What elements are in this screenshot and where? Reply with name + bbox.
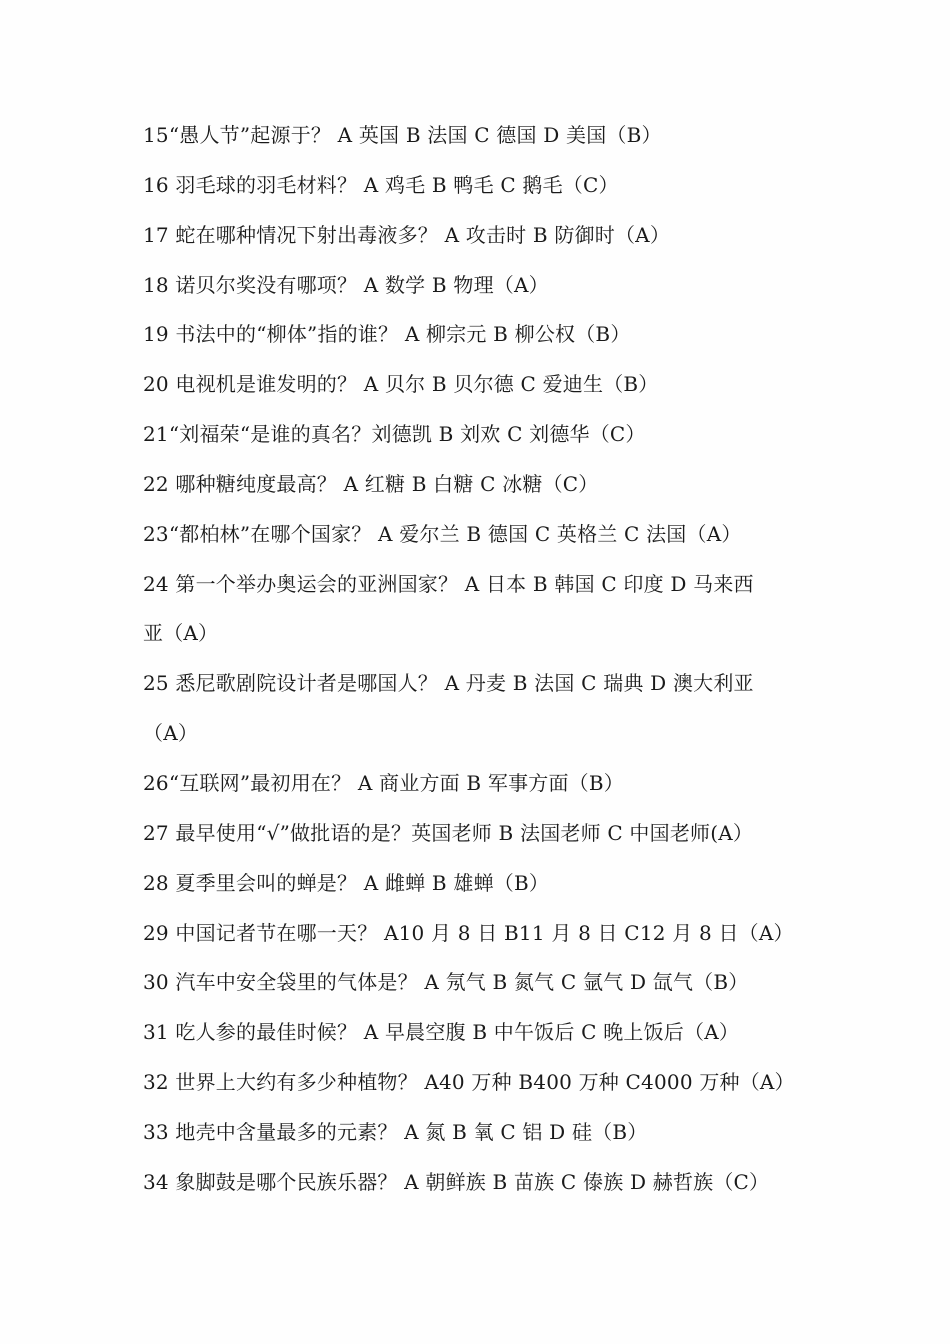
- question-line: 32 世界上大约有多少种植物？ A40 万种 B400 万种 C4000 万种（A）: [143, 1070, 795, 1095]
- question-line: 19 书法中的“柳体”指的谁？ A 柳宗元 B 柳公权（B）: [143, 322, 631, 347]
- question-line: 34 象脚鼓是哪个民族乐器？ A 朝鲜族 B 苗族 C 傣族 D 赫哲族（C）: [143, 1169, 770, 1194]
- question-line: 33 地壳中含量最多的元素？ A 氮 B 氧 C 铝 D 硅（B）: [143, 1119, 648, 1144]
- question-line: 25 悉尼歌剧院设计者是哪国人？ A 丹麦 B 法国 C 瑞典 D 澳大利亚: [143, 671, 754, 696]
- question-line-continuation: （A）: [143, 721, 199, 746]
- question-line: 27 最早使用“√”做批语的是？英国老师 B 法国老师 C 中国老师(A）: [143, 820, 754, 845]
- question-line: 15“愚人节”起源于？ A 英国 B 法国 C 德国 D 美国（B）: [143, 123, 662, 147]
- question-line: 23“都柏林”在哪个国家？ A 爱尔兰 B 德国 C 英格兰 C 法国（A）: [143, 521, 742, 546]
- question-line: 31 吃人参的最佳时候？ A 早晨空腹 B 中午饭后 C 晚上饭后（A）: [143, 1020, 740, 1045]
- quiz-question-list: [143, 111, 823, 1208]
- question-line: 24 第一个举办奥运会的亚洲国家？ A 日本 B 韩国 C 印度 D 马来西: [143, 571, 754, 596]
- question-line: 21“刘福荣“是谁的真名？刘德凯 B 刘欢 C 刘德华（C）: [143, 422, 646, 447]
- question-line: 26“互联网”最初用在？ A 商业方面 B 军事方面（B）: [143, 770, 624, 795]
- question-line: 20 电视机是谁发明的？ A 贝尔 B 贝尔德 C 爱迪生（B）: [143, 372, 659, 397]
- question-line: 28 夏季里会叫的蝉是？ A 雌蝉 B 雄蝉（B）: [143, 870, 550, 895]
- question-line: 18 诺贝尔奖没有哪项？ A 数学 B 物理（A）: [143, 272, 549, 297]
- question-line: 30 汽车中安全袋里的气体是？ A 氖气 B 氮气 C 氩气 D 氙气（B）: [143, 970, 749, 995]
- question-line: 17 蛇在哪种情况下射出毒液多？ A 攻击时 B 防御时（A）: [143, 222, 671, 247]
- question-line: 16 羽毛球的羽毛材料？ A 鸡毛 B 鸭毛 C 鹅毛（C）: [143, 172, 619, 197]
- question-line: 22 哪种糖纯度最高？ A 红糖 B 白糖 C 冰糖（C）: [143, 471, 599, 496]
- question-line-continuation: 亚（A）: [143, 621, 219, 646]
- question-line: 29 中国记者节在哪一天？ A10 月 8 日 B11 月 8 日 C12 月 8 日（A）: [143, 920, 794, 945]
